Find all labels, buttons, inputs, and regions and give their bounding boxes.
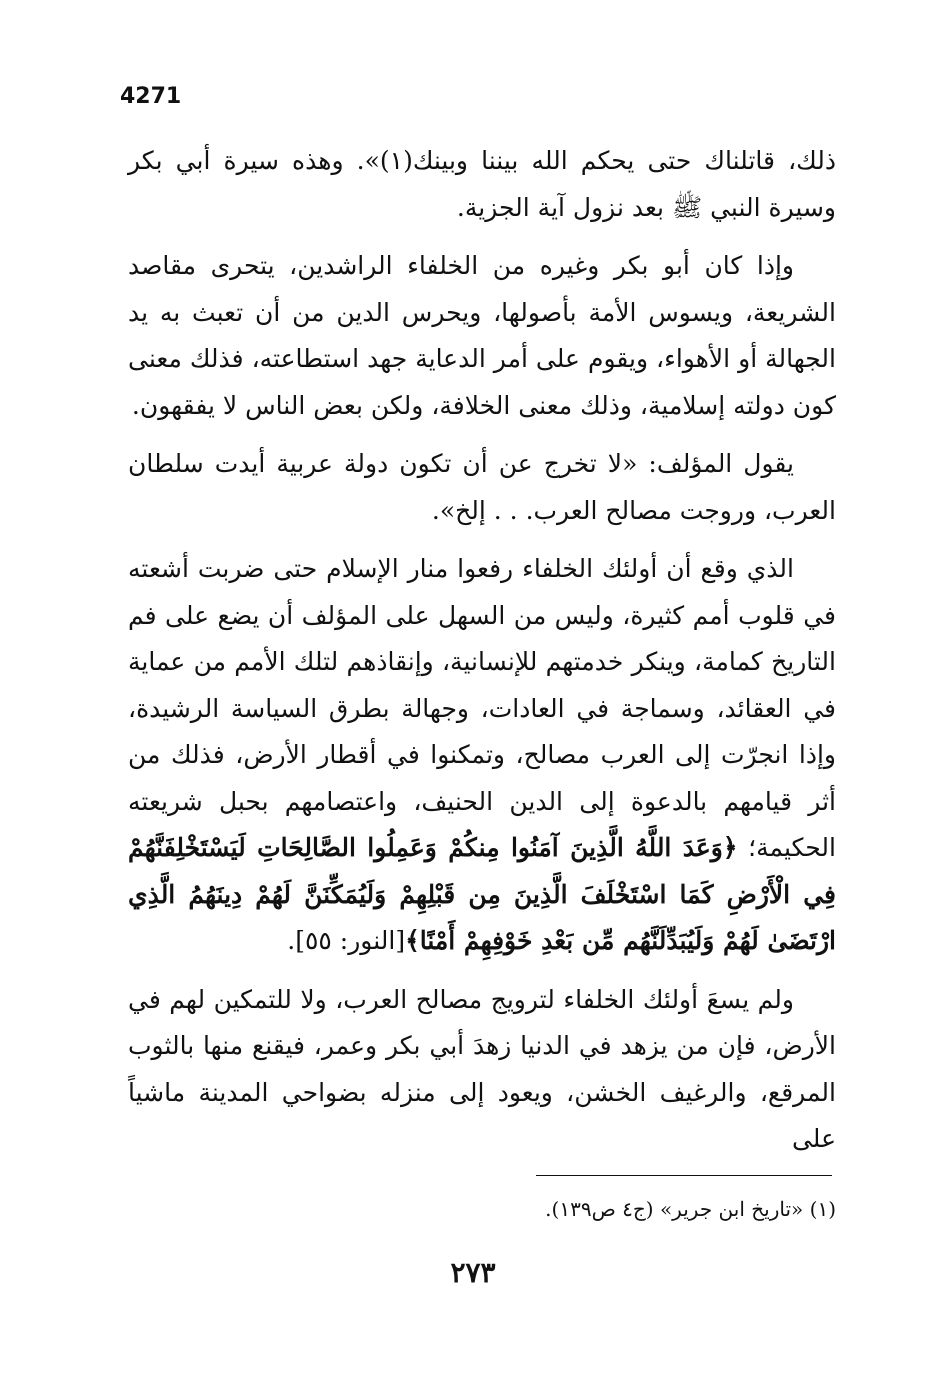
paragraph-4-text: الذي وقع أن أولئك الخلفاء رفعوا منار الإسلام حتى ضربت أشعته في قلوب أمم كثيرة، وليس من السهل على المؤلف أن يضع على فم التاريخ كمامة، وينكر خدمتهم للإنسانية، وإنقاذهم لتلك الأمم من عماية في العقائد، وسماجة في العادات، وجهالة بطرق السياسة الرشيدة، وإذا انجرّت إلى العرب مصالح، وتمكنوا في أقطار الأرض، فذلك من أثر قيامهم بالدعوة إلى الدين الحنيف، واعتصامهم بحبل شريعته الحكيمة؛: [128, 554, 836, 862]
paragraph-5: ولم يسعَ أولئك الخلفاء لترويج مصالح العرب، ولا للتمكين لهم في الأرض، فإن من يزهد في الدنيا زهدَ أبي بكر وعمر، فيقنع منها بالثوب المرقع، والرغيف الخشن، ويعود إلى منزله بضواحي المدينة ماشياً على: [128, 984, 836, 1153]
quran-verse: ﴿وَعَدَ اللَّهُ الَّذِينَ آمَنُوا مِنكُمْ وَعَمِلُوا الصَّالِحَاتِ لَيَسْتَخْلِفَنَّهُمْ فِي الْأَرْضِ كَمَا اسْتَخْلَفَ الَّذِينَ مِن قَبْلِهِمْ وَلَيُمَكِّنَنَّ لَهُمْ دِينَهُمُ الَّذِي ارْتَضَىٰ لَهُمْ وَلَيُبَدِّلَنَّهُم مِّن بَعْدِ خَوْفِهِمْ أَمْنًا﴾: [128, 833, 836, 955]
footnote: (١) «تاريخ ابن جرير» (ج٤ ص١٣٩).: [545, 1197, 836, 1221]
footnote-divider: [536, 1175, 832, 1176]
paragraph-1: ذلك، قاتلناك حتى يحكم الله بيننا وبينك(١)». وهذه سيرة أبي بكر وسيرة النبي ﷺ بعد نزول آية الجزية.: [128, 146, 836, 222]
verse-citation: [النور: ٥٥].: [287, 926, 406, 955]
paragraph-4: [128, 546, 836, 965]
paragraph-2: وإذا كان أبو بكر وغيره من الخلفاء الراشدين، يتحرى مقاصد الشريعة، ويسوس الأمة بأصولها، ويحرس الدين من أن تعبث به يد الجهالة أو الأهواء، ويقوم على أمر الدعاية جهد استطاعته، فذلك معنى كون دولته إسلامية، وذلك معنى الخلافة، ولكن بعض الناس لا يفقهون.: [128, 251, 836, 420]
paragraph-3: يقول المؤلف: «لا تخرج عن أن تكون دولة عربية أيدت سلطان العرب، وروجت مصالح العرب. . . إلخ».: [128, 449, 836, 525]
main-text: [128, 138, 836, 1175]
page-id: 4271: [120, 84, 182, 109]
page-number: ٢٧٣: [450, 1256, 496, 1289]
